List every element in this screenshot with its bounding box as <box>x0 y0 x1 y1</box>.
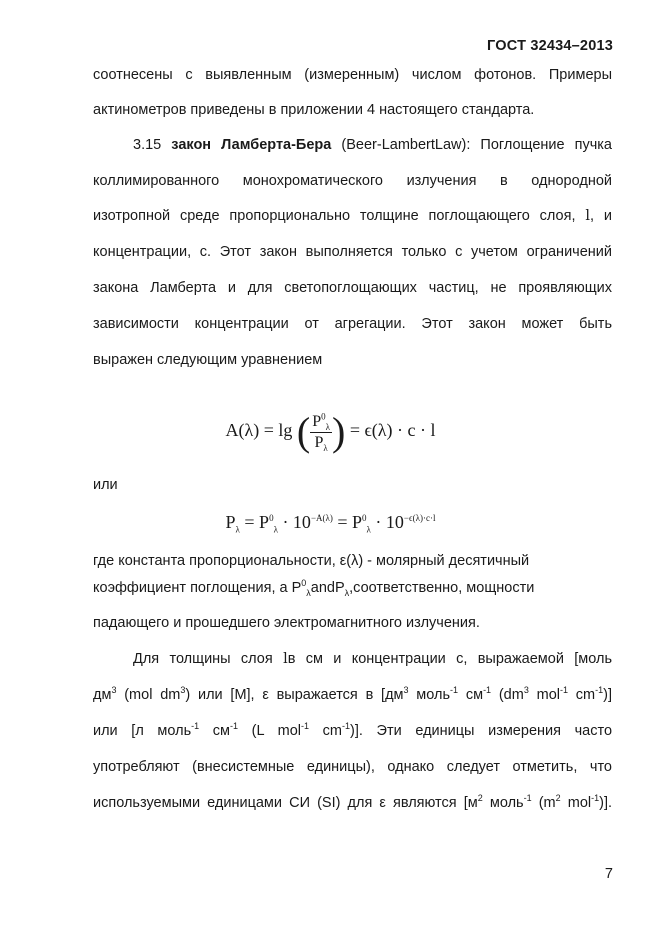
t: (L mol <box>238 723 302 739</box>
text-line: или <box>93 477 118 493</box>
formula-fraction <box>310 413 332 452</box>
text-span: ,соответственно, мощности <box>349 580 535 596</box>
text-line: употребляют (внесистемные единицы), однако следует отметить, что <box>93 759 612 775</box>
term-english: (Beer-LambertLaw): Поглощение пучка <box>341 137 612 153</box>
text-line: концентрации, c. Этот закон выполняется только с учетом ограничений <box>93 244 612 260</box>
t: cm <box>309 723 342 739</box>
sup: 2 <box>555 793 561 804</box>
t: cm <box>568 687 596 703</box>
t: )]. Эти единицы измерения часто <box>350 723 613 739</box>
clause-number: 3.15 <box>133 137 162 153</box>
sup: 3 <box>403 685 409 696</box>
text-span: , и <box>590 208 612 224</box>
text-span: в см и концентрации c, выражаемой [моль <box>287 651 613 667</box>
sup: 3 <box>180 685 186 696</box>
t: mol <box>560 795 592 811</box>
t: ) или [M], ε выражается в [дм <box>185 687 404 703</box>
f2-eq2-sub: λ <box>366 524 371 535</box>
text-line <box>93 722 612 740</box>
t: (dm <box>491 687 524 703</box>
sup: -1 <box>560 685 569 696</box>
sup: -1 <box>523 793 532 804</box>
sup: 3 <box>523 685 529 696</box>
sup: -1 <box>595 685 604 696</box>
sup: -1 <box>591 793 600 804</box>
f2-eq1-sup: 0 <box>269 513 274 523</box>
t: используемыми единицами СИ (SI) для ε являются [м <box>93 795 478 811</box>
text-line <box>93 686 612 704</box>
sup: 2 <box>477 793 483 804</box>
left-paren: ( <box>296 409 311 454</box>
den-base: P <box>314 433 324 451</box>
sup: 3 <box>111 685 117 696</box>
sup: -1 <box>342 721 351 732</box>
text-line <box>93 650 612 668</box>
t: см <box>458 687 484 703</box>
t: моль <box>482 795 524 811</box>
t: )]. <box>599 795 613 811</box>
transmitted-power-formula <box>0 512 661 533</box>
text-line <box>93 794 612 812</box>
t: или [л моль <box>93 723 192 739</box>
sup: -1 <box>191 721 200 732</box>
text-span: коэффициент поглощения, а P <box>93 580 302 596</box>
term-name: закон Ламберта-Бера <box>171 137 332 153</box>
f2-mid2: · 10 <box>370 512 404 532</box>
f2-exp2: −ϵ(λ)·c·l <box>403 513 436 523</box>
text-span: изотропной среде пропорционально толщине поглощающего слоя, <box>93 208 576 224</box>
f2-eq2: = P <box>332 512 363 532</box>
t: )] <box>603 687 612 703</box>
text-line: выражен следующим уравнением <box>93 352 323 368</box>
standard-header: ГОСТ 32434–2013 <box>487 38 613 54</box>
t: см <box>199 723 231 739</box>
fraction-denominator <box>310 433 332 452</box>
formula-rhs: = ϵ(λ) · c · l <box>349 420 436 441</box>
right-paren: ) <box>332 409 346 454</box>
text-line <box>93 579 612 597</box>
f2-mid: · 10 <box>277 512 311 532</box>
f2-exp1: −A(λ) <box>310 513 333 523</box>
t: дм <box>93 687 112 703</box>
text-line: соотнесены с выявленным (измеренным) числом фотонов. Примеры <box>93 67 612 83</box>
t: mol <box>528 687 560 703</box>
num-sub: λ <box>325 421 330 432</box>
f2-eq2-sup: 0 <box>362 513 367 523</box>
sup: -1 <box>230 721 239 732</box>
text-line: зависимости концентрации от агрегации. Этот закон может быть <box>93 316 612 332</box>
text-line: где константа пропорциональности, ε(λ) - молярный десятичный <box>93 553 530 569</box>
text-line: коллимированного монохроматического излучения в однородной <box>93 173 612 189</box>
t: (m <box>531 795 556 811</box>
f2-eq1-sub: λ <box>273 524 278 535</box>
formula-lhs: A(λ) = lg <box>225 420 293 441</box>
text-line: актинометров приведены в приложении 4 настоящего стандарта. <box>93 102 535 118</box>
sup: -1 <box>483 685 492 696</box>
t: моль <box>408 687 451 703</box>
den-sub: λ <box>323 442 328 453</box>
fraction-numerator <box>310 413 332 433</box>
sup: 0 <box>301 578 307 589</box>
term-definition-line <box>93 136 612 154</box>
f2-p-sub: λ <box>235 524 240 535</box>
beer-lambert-formula <box>0 409 661 454</box>
text-line: падающего и прошедшего электромагнитного излучения. <box>93 615 480 631</box>
num-sup: 0 <box>321 411 326 422</box>
f2-p: P <box>225 512 236 532</box>
text-line <box>93 207 612 225</box>
sup: -1 <box>450 685 459 696</box>
sub: λ <box>344 587 350 598</box>
symbol-l: l <box>585 208 590 224</box>
text-span: Для толщины слоя <box>133 651 284 667</box>
text-line: закона Ламберта и для светопоглощающих частиц, не проявляющих <box>93 280 612 296</box>
page-number: 7 <box>604 866 613 882</box>
t: (mol dm <box>116 687 181 703</box>
symbol-l: l <box>283 651 288 667</box>
sup: -1 <box>301 721 310 732</box>
text-span: andP <box>310 580 345 596</box>
num-base: P <box>312 412 322 430</box>
f2-eq1: = P <box>239 512 270 532</box>
sub: λ <box>306 587 311 598</box>
